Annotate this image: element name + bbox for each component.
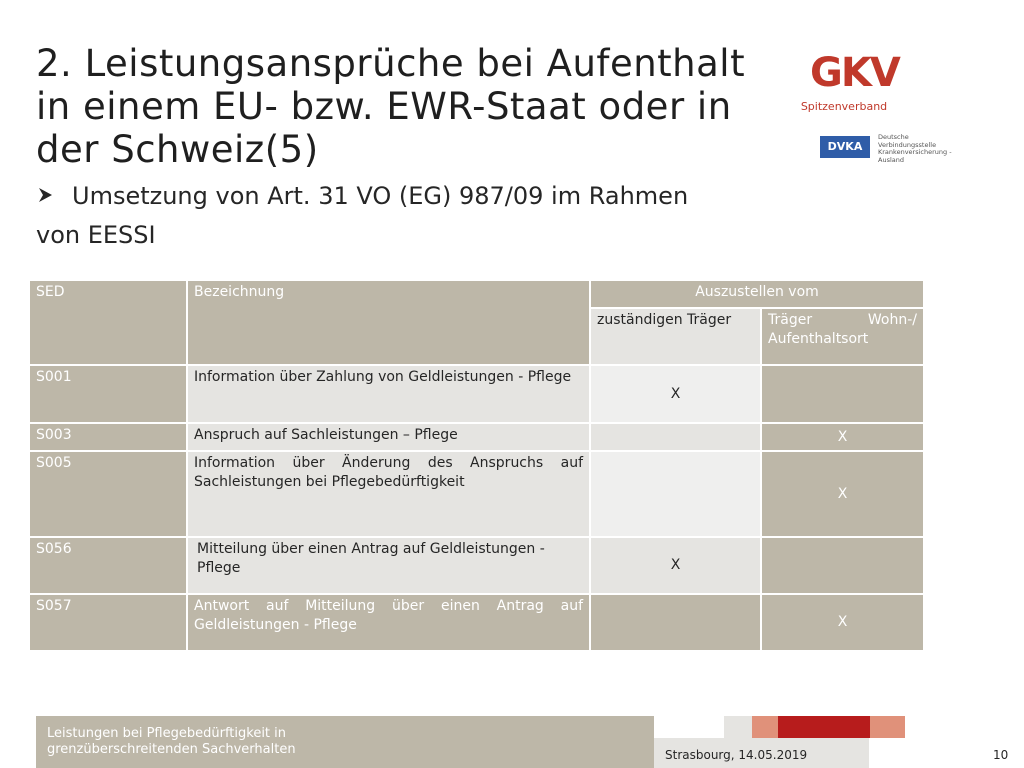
table-row — [29, 365, 924, 423]
cell-zustaendig — [590, 423, 761, 451]
cell-bezeichnung: Anspruch auf Sachleistungen – Pflege — [187, 423, 590, 451]
footer-stripe — [654, 716, 724, 738]
table-row — [29, 537, 924, 594]
cell-zustaendig — [590, 594, 761, 651]
footer-topic-bar — [36, 716, 654, 768]
cell-sed: S057 — [29, 594, 187, 651]
bullet-item — [36, 181, 688, 211]
header-zustaendig: zuständigen Träger — [590, 308, 761, 365]
cell-zustaendig: X — [590, 365, 761, 423]
title-line: 2. Leistungsansprüche bei Aufenthalt — [36, 42, 746, 85]
footer-stripe — [870, 716, 905, 738]
bullet-text-continued: von EESSI — [36, 221, 156, 249]
cell-wohnort: X — [761, 594, 924, 651]
title-line: in einem EU- bzw. EWR-Staat oder in — [36, 85, 732, 128]
gkv-subtitle: Spitzenverband — [800, 100, 888, 113]
cell-bezeichnung: Antwort auf Mitteilung über einen Antrag auf Geldleistungen - Pflege — [187, 594, 590, 651]
header-wohnort: Träger Wohn-/ Aufenthaltsort — [761, 308, 924, 365]
header-auszustellen: Auszustellen vom — [590, 280, 924, 308]
cell-bezeichnung: Information über Zahlung von Geldleistungen - Pflege — [187, 365, 590, 423]
cell-wohnort: X — [761, 451, 924, 537]
page-number: 10 — [993, 748, 1009, 762]
bullet-text: Umsetzung von Art. 31 VO (EG) 987/09 im Rahmen — [72, 182, 689, 210]
header-bezeichnung: Bezeichnung — [187, 280, 590, 365]
cell-bezeichnung: Mitteilung über einen Antrag auf Geldleistungen - Pflege — [187, 537, 590, 594]
cell-sed: S056 — [29, 537, 187, 594]
footer-topic-line: grenzüberschreitenden Sachverhalten — [47, 742, 296, 757]
cell-sed: S001 — [29, 365, 187, 423]
footer-topic — [47, 726, 296, 758]
title-line: der Schweiz(5) — [36, 128, 319, 171]
arrow-bullet-icon — [36, 181, 72, 211]
sed-table — [28, 279, 925, 652]
dvka-line: Deutsche — [878, 133, 909, 141]
footer-topic-line: Leistungen bei Pflegebedürftigkeit in — [47, 726, 287, 741]
footer-stripe — [724, 716, 752, 738]
cell-zustaendig — [590, 451, 761, 537]
gkv-wordmark: GKV — [810, 50, 899, 96]
cell-zustaendig: X — [590, 537, 761, 594]
header-sed: SED — [29, 280, 187, 365]
table-row — [29, 451, 924, 537]
dvka-line: Ausland — [878, 155, 904, 164]
cell-sed: S005 — [29, 451, 187, 537]
cell-wohnort: X — [761, 423, 924, 451]
table-row — [29, 423, 924, 451]
table-row — [29, 594, 924, 651]
dvka-line: Verbindungsstelle — [878, 140, 937, 149]
slide-title — [36, 42, 776, 171]
footer-date: Strasbourg, 14.05.2019 — [665, 748, 808, 762]
footer-stripe — [752, 716, 778, 738]
dvka-description — [878, 134, 958, 164]
dvka-logo: DVKA — [820, 136, 870, 158]
cell-wohnort — [761, 537, 924, 594]
dvka-line: Krankenversicherung - — [878, 148, 952, 156]
gkv-logo — [792, 50, 952, 170]
cell-sed: S003 — [29, 423, 187, 451]
footer-stripe — [778, 716, 870, 738]
cell-bezeichnung: Information über Änderung des Anspruchs auf Sachleistungen bei Pflegebedürftigkeit — [187, 451, 590, 537]
cell-wohnort — [761, 365, 924, 423]
